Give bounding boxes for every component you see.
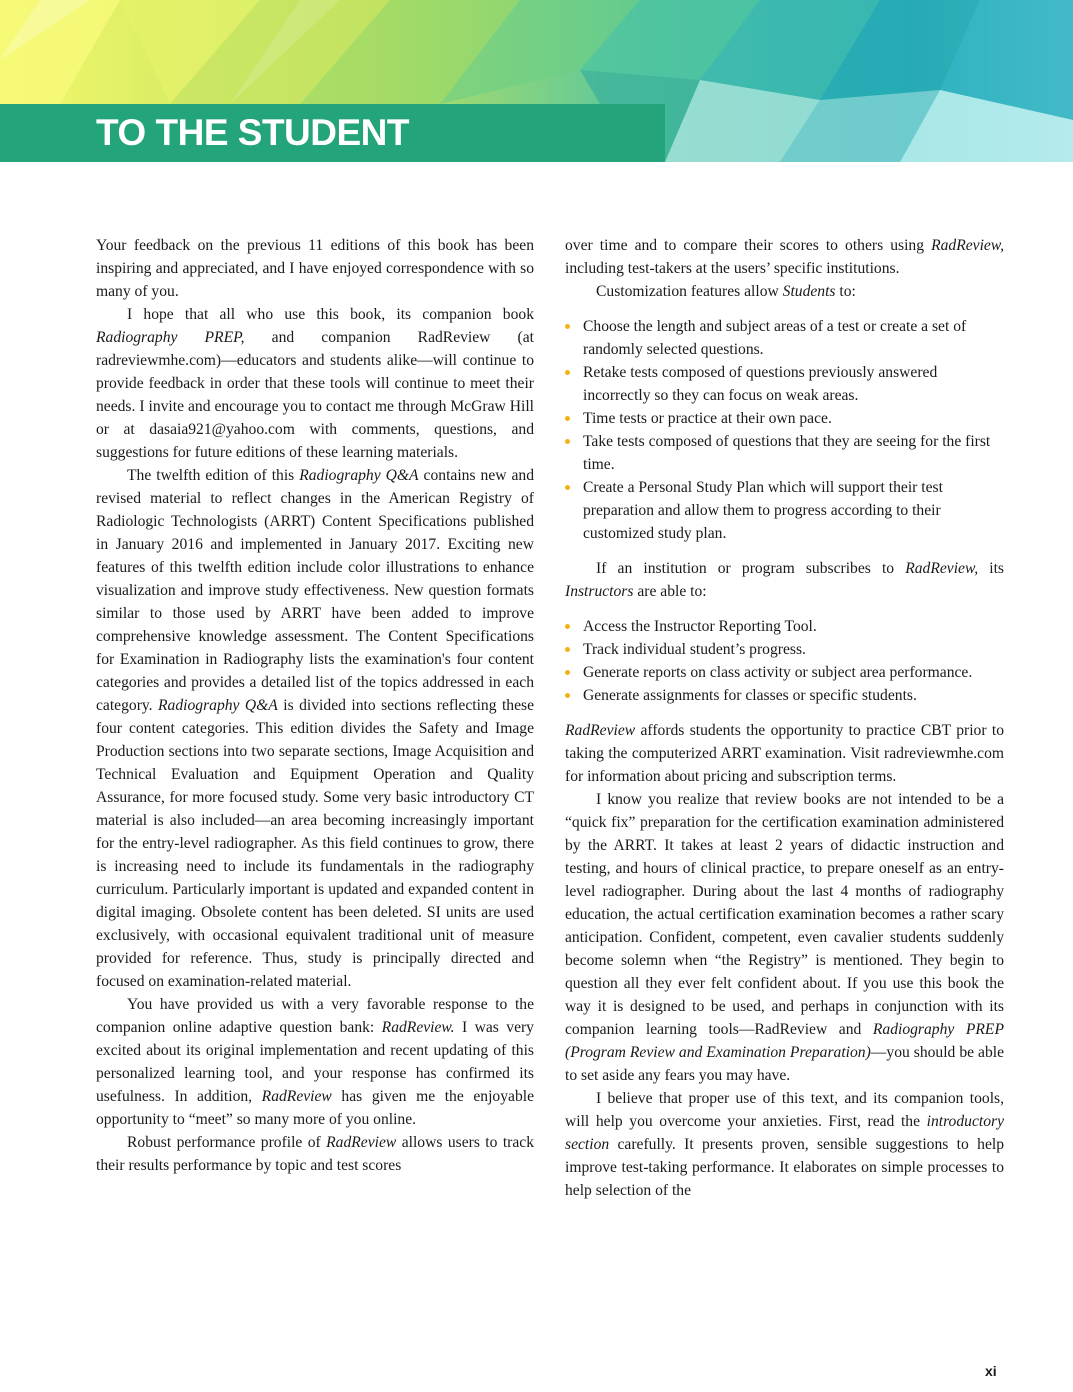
paragraph: You have provided us with a very favorable response to the companion online adaptive question bank: RadReview. I was very excited about its original implementation and recent updating of this personalized learning tool, and your response has confirmed its usefulness. In addition, RadReview has given me the enjoyable opportunity to “meet” so many more of you online. [96, 996, 534, 1128]
bullet-icon [565, 439, 570, 444]
list-item: Choose the length and subject areas of a test or create a set of randomly selected questions. [565, 315, 1004, 361]
paragraph: RadReview affords students the opportunity to practice CBT prior to taking the computerized ARRT examination. Visit radreviewmhe.com for information about pricing and subscription terms. [565, 722, 1004, 785]
paragraph: I know you realize that review books are not intended to be a “quick fix” preparation for the certification examination administered by the ARRT. It takes at least 2 years of didactic instruction and testing, and hours of clinical practice, to prepare oneself as an entry-level radiographer. During about the last 4 months of radiography education, the actual certification examination becomes a rather scary anticipation. Confident, competent, even cavalier students suddenly become solemn when “the Registry” is mentioned. They begin to question all they ever felt confident about. If you use this book the way it is designed to be used, and perhaps in conjunction with its companion learning tools—RadReview and Radiography PREP (Program Review and Examination Preparation)—you should be able to set aside any fears you may have. [565, 791, 1004, 1084]
list-item: Generate assignments for classes or specific students. [565, 684, 1004, 707]
list-item: Take tests composed of questions that they are seeing for the first time. [565, 430, 1004, 476]
paragraph: over time and to compare their scores to others using RadReview, including test-takers at the users’ specific institutions. [565, 237, 1004, 277]
list-item: Create a Personal Study Plan which will support their test preparation and allow them to progress according to their customized study plan. [565, 476, 1004, 545]
paragraph: Robust performance profile of RadReview allows users to track their results performance by topic and test scores [96, 1134, 534, 1174]
list-item: Track individual student’s progress. [565, 638, 1004, 661]
bullet-icon [565, 370, 570, 375]
paragraph: If an institution or program subscribes to RadReview, its Instructors are able to: [565, 560, 1004, 600]
student-features-list [565, 315, 1004, 545]
paragraph: The twelfth edition of this Radiography Q&A contains new and revised material to reflect changes in the American Registry of Radiologic Technologists (ARRT) Content Specifications published in January 2016 and implemented in January 2017. Exciting new features of this twelfth edition include color illustrations to enhance visualization and improve study effectiveness. New question formats similar to those used by ARRT have been added to improve comprehensive knowledge assessment. The Content Specifications for Examination in Radiography lists the examination's four content categories and provides a detailed list of the topics addressed in each category. Radiography Q&A is divided into sections reflecting these four content categories. This edition divides the Safety and Image Production sections into two separate sections, Image Acquisition and Technical Evaluation and Equipment Operation and Quality Assurance, for more focused study. Some very basic introductory CT material is also included—an area becoming increasingly important for the entry-level radiographer. As this field continues to grow, there is increasing need to include its fundamentals in the radiography curriculum. Particularly important is updated and expanded content in digital imaging. Obsolete content has been deleted. SI units are used exclusively, with occasional equivalent traditional unit of measure provided for reference. Thus, study is principally directed and focused on examination-related material. [96, 467, 535, 990]
bullet-icon [565, 670, 570, 675]
bullet-icon [565, 647, 570, 652]
list-item: Retake tests composed of questions previously answered incorrectly so they can focus on weak areas. [565, 361, 1004, 407]
paragraph: Customization features allow Students to: [596, 283, 856, 300]
paragraph: I hope that all who use this book, its companion book Radiography PREP, and companion RadReview (at radreviewmhe.com)—educators and students alike—will continue to provide feedback in order that these tools will continue to meet their needs. I invite and encourage you to contact me through McGraw Hill or at dasaia921@yahoo.com with comments, questions, and suggestions for future editions of these learning materials. [96, 306, 534, 461]
bullet-icon [565, 324, 570, 329]
page-number: xi [985, 1363, 997, 1379]
bullet-icon [565, 485, 570, 490]
right-column [565, 234, 1004, 1202]
list-item: Time tests or practice at their own pace. [565, 407, 1004, 430]
instructor-features-list [565, 615, 1004, 707]
paragraph: Your feedback on the previous 11 editions of this book has been inspiring and appreciated, and I have enjoyed correspondence with so many of you. [96, 237, 534, 300]
list-item: Access the Instructor Reporting Tool. [565, 615, 1004, 638]
list-item: Generate reports on class activity or subject area performance. [565, 661, 1004, 684]
bullet-icon [565, 416, 570, 421]
page-title: TO THE STUDENT [96, 112, 409, 153]
paragraph: I believe that proper use of this text, and its companion tools, will help you overcome your anxieties. First, read the introductory section carefully. It presents proven, sensible suggestions to help improve test-taking performance. It elaborates on simple processes to help selection of the [565, 1090, 1004, 1199]
left-column [96, 234, 534, 1177]
bullet-icon [565, 693, 570, 698]
bullet-icon [565, 624, 570, 629]
